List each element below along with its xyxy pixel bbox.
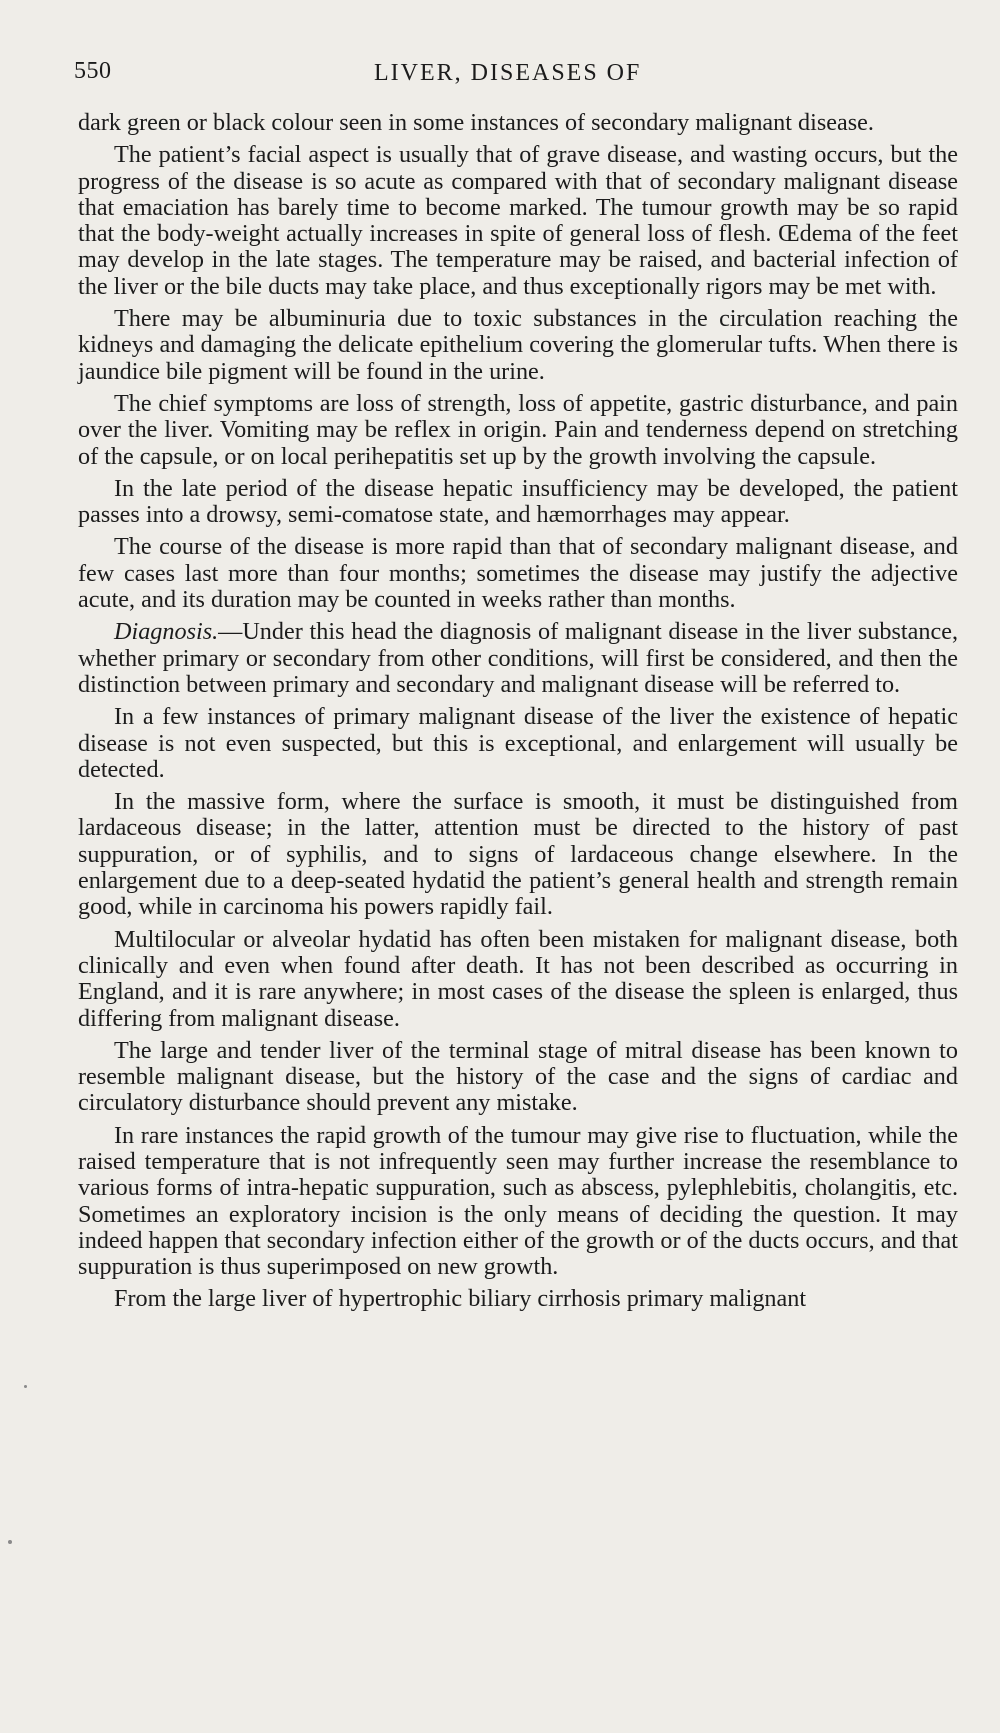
paragraph-text: In rare instances the rapid growth of the tumour may give rise to fluctuation, while the raised temperature that is not infrequently seen may further increase the resemblance to various forms of intra-hepatic suppuration, such as abscess, pylephlebitis, cholangitis, etc. Sometimes an exploratory incision is the only means of deciding the question. It may indeed happen that secondary infection either of the growth or of the ducts occurs, and that suppuration is thus superimposed on new growth. (78, 1121, 958, 1281)
paragraph (78, 1123, 958, 1281)
section-lead: Diagnosis. (114, 618, 219, 646)
paragraph-text: There may be albuminuria due to toxic substances in the circulation reaching the kidneys and damaging the delicate epithelium covering the glomerular tufts. When there is jaundice bile pigment will be found in the urine. (78, 305, 958, 385)
paragraph-text: Multilocular or alveolar hydatid has often been mistaken for malignant disease, both clinically and even when found after death. It has not been described as occurring in England, and it is rare anywhere; in most cases of the disease the spleen is enlarged, thus differing from malignant disease. (78, 925, 958, 1032)
paragraph-text: dark green or black colour seen in some instances of secondary malignant disease. (78, 109, 874, 136)
paragraph (78, 789, 958, 920)
page-header (74, 58, 964, 98)
paragraph (78, 142, 958, 300)
paragraph-text: In a few instances of primary malignant disease of the liver the existence of hepatic disease is not even suspected, but this is exceptional, and enlargement will usually be detected. (78, 703, 958, 783)
paragraph (78, 391, 958, 470)
paragraph (78, 110, 958, 136)
paragraph-diagnosis (78, 619, 958, 698)
paragraph (78, 534, 958, 613)
paragraph-text: The large and tender liver of the terminal stage of mitral disease has been known to resemble malignant disease, but the history of the case and the signs of cardiac and circulatory disturbance should prevent any mistake. (78, 1036, 958, 1117)
paragraph (78, 704, 958, 783)
paragraph (78, 306, 958, 385)
paragraph-text: From the large liver of hypertrophic biliary cirrhosis primary malignant (114, 1285, 807, 1313)
page-number: 550 (74, 58, 112, 84)
paragraph (78, 1038, 958, 1117)
body-text (78, 110, 958, 1319)
paragraph-text: The patient’s facial aspect is usually that of grave disease, and wasting occurs, but the progress of the disease is so acute as compared with that of secondary malignant disease that emaciation has barely time to become marked. The tumour growth may be so rapid that the body-weight actually increases in spite of general loss of flesh. Œdema of the feet may develop in the late stages. The temperature may be raised, and bacterial infection of the liver or the bile ducts may take place, and thus exceptionally rigors may be met with. (78, 141, 958, 300)
paragraph-text: —Under this head the diagnosis of malignant disease in the liver substance, whether primary or secondary from other conditions, will first be considered, and then the distinction between primary and secondary and malignant disease will be referred to. (78, 618, 958, 698)
scan-speck (24, 1385, 27, 1388)
paragraph-text: The course of the disease is more rapid than that of secondary malignant disease, and few cases last more than four months; sometimes the disease may justify the adjective acute, and its duration may be counted in weeks rather than months. (78, 533, 958, 614)
paragraph-text: In the late period of the disease hepatic insufficiency may be developed, the patient passes into a drowsy, semi-comatose state, and hæmorrhages may appear. (78, 474, 958, 529)
paragraph-text: In the massive form, where the surface is smooth, it must be distinguished from lardaceous disease; in the latter, attention must be directed to the history of past suppuration, or of syphilis, and to signs of lardaceous change elsewhere. In the enlargement due to a deep-seated hydatid the patient’s general health and strength remain good, while in carcinoma his powers rapidly fail. (78, 788, 958, 921)
scan-speck (8, 1540, 12, 1544)
paragraph (78, 927, 958, 1032)
paragraph-text: The chief symptoms are loss of strength, loss of appetite, gastric disturbance, and pain over the liver. Vomiting may be reflex in origin. Pain and tenderness depend on stretching of the capsule, or on local perihepatitis set up by the growth involving the capsule. (78, 389, 958, 470)
running-head: LIVER, DISEASES OF (374, 60, 642, 86)
paragraph (78, 1286, 958, 1312)
paragraph (78, 476, 958, 529)
